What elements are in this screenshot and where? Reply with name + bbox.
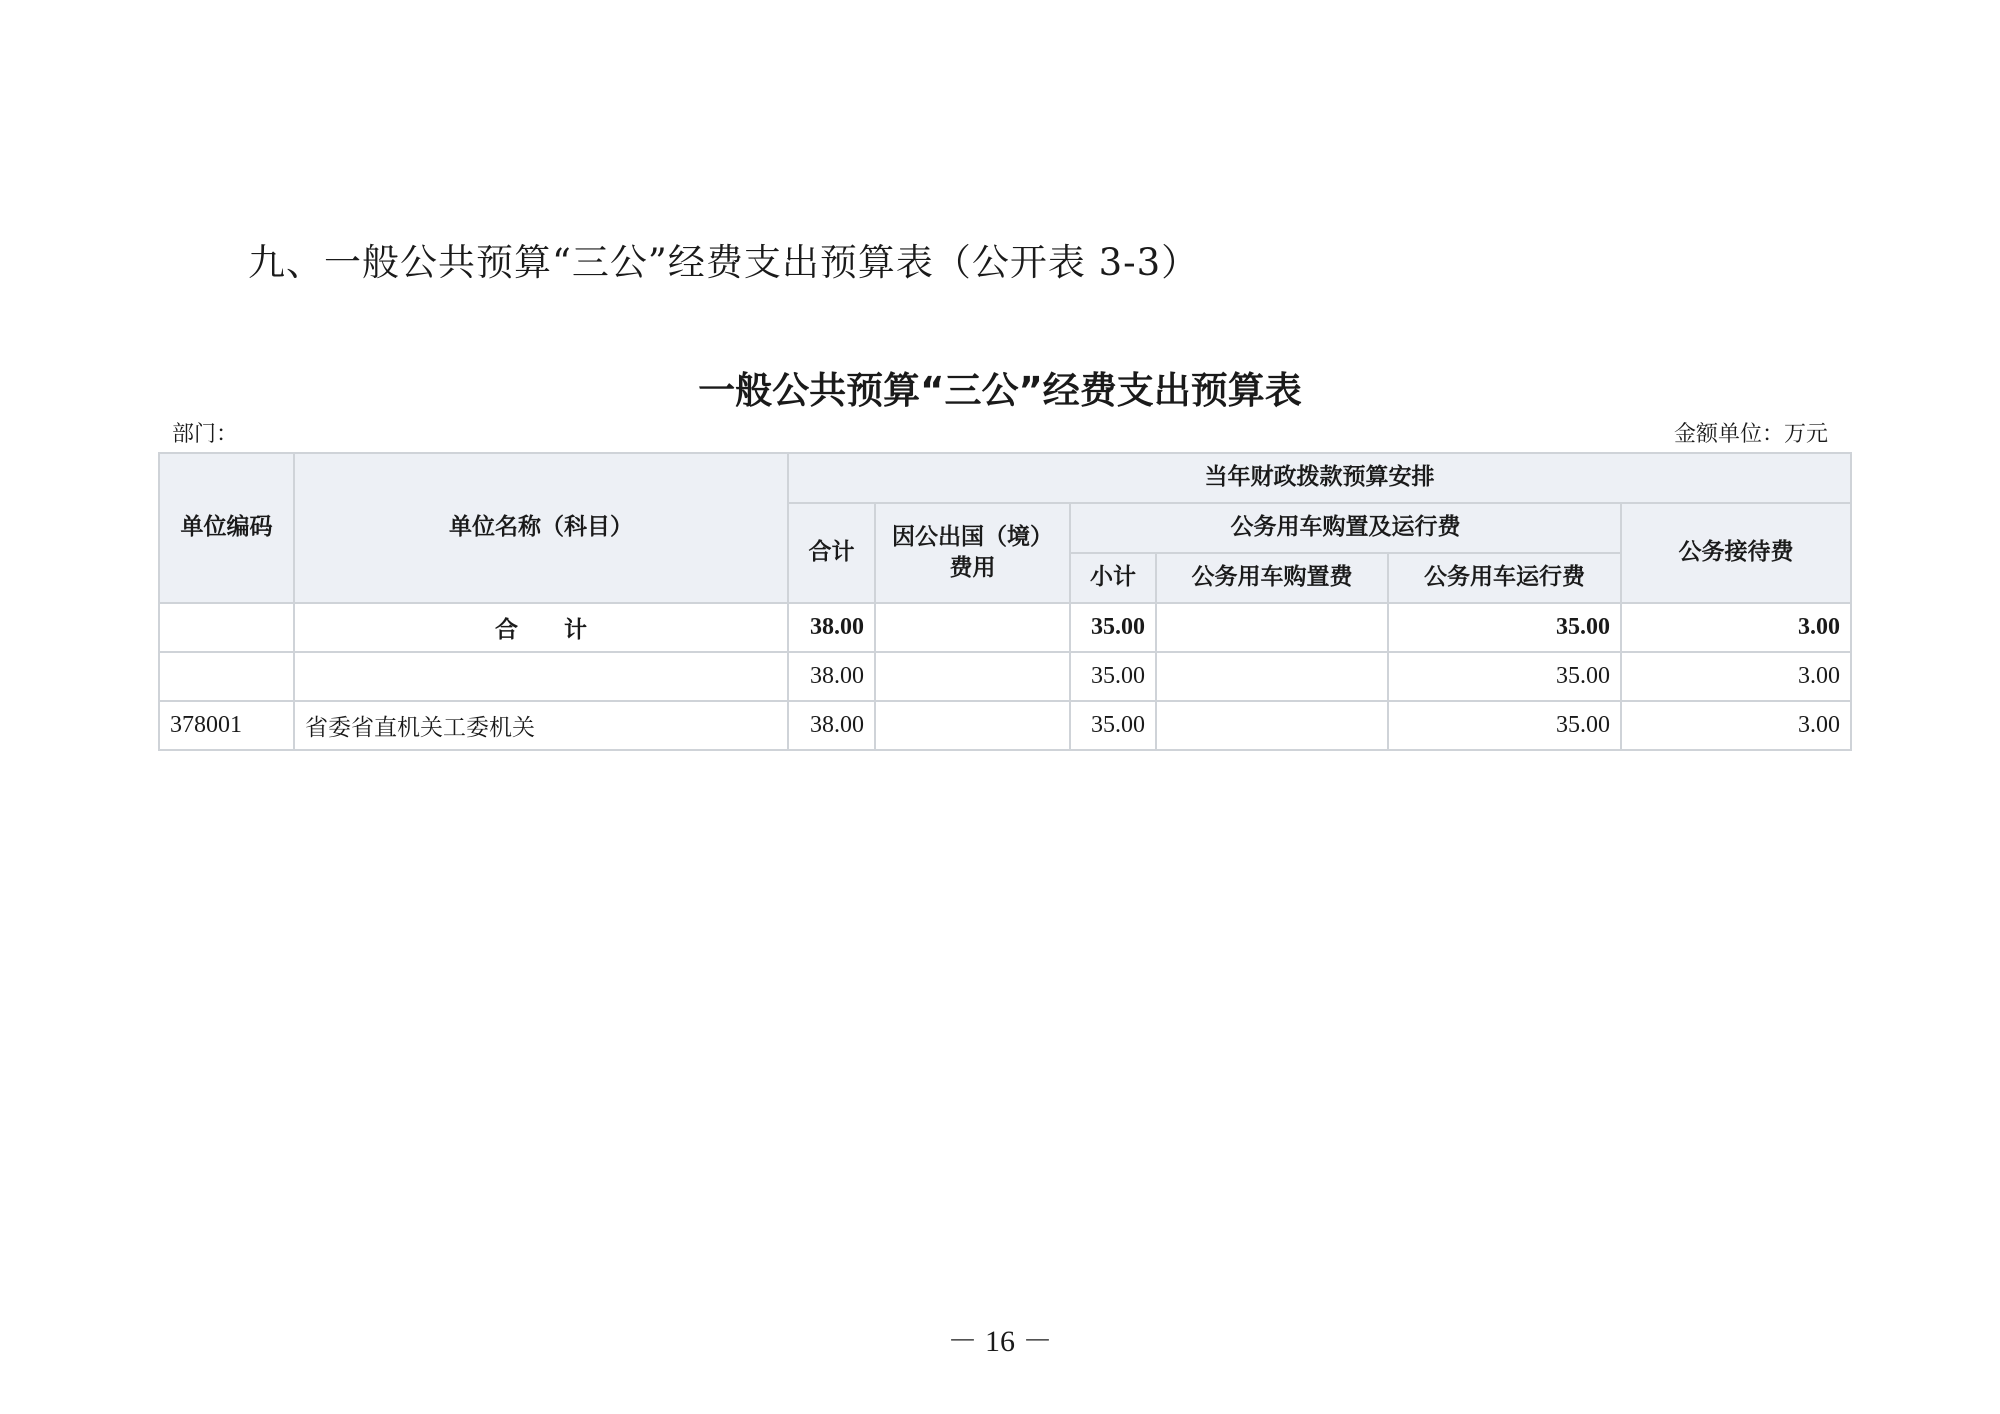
cell-subtotal: 35.00: [1070, 701, 1156, 750]
table-row-total: [159, 603, 1851, 652]
cell-total: 38.00: [788, 701, 875, 750]
three-public-expense-table: [158, 452, 1852, 751]
cell-code: 378001: [159, 701, 294, 750]
cell-operation: 35.00: [1388, 603, 1621, 652]
cell-total: 38.00: [788, 603, 875, 652]
cell-code: [159, 603, 294, 652]
cell-operation: 35.00: [1388, 652, 1621, 701]
cell-reception: 3.00: [1621, 652, 1851, 701]
header-vehicle-operation: 公务用车运行费: [1388, 553, 1621, 603]
cell-total: 38.00: [788, 652, 875, 701]
amount-unit-label: 金额单位：万元: [1673, 422, 1828, 447]
cell-code: [159, 652, 294, 701]
department-label: 部门：: [172, 422, 239, 447]
header-unit-name: 单位名称（科目）: [294, 453, 788, 603]
cell-reception: 3.00: [1621, 701, 1851, 750]
cell-overseas: [875, 701, 1070, 750]
header-vehicle-group: 公务用车购置及运行费: [1070, 503, 1621, 553]
cell-purchase: [1156, 603, 1388, 652]
cell-purchase: [1156, 652, 1388, 701]
cell-name: [294, 652, 788, 701]
header-overseas-travel: 因公出国（境）费用: [875, 503, 1070, 603]
header-total: 合计: [788, 503, 875, 603]
cell-subtotal: 35.00: [1070, 652, 1156, 701]
cell-subtotal: 35.00: [1070, 603, 1156, 652]
cell-overseas: [875, 652, 1070, 701]
cell-overseas: [875, 603, 1070, 652]
section-heading: 九、一般公共预算“三公”经费支出预算表（公开表 3-3）: [248, 241, 1200, 284]
header-subtotal: 小计: [1070, 553, 1156, 603]
cell-name: 合 计: [294, 603, 788, 652]
page-number: － 16 －: [947, 1325, 1053, 1358]
cell-operation: 35.00: [1388, 701, 1621, 750]
table-row: [159, 652, 1851, 701]
cell-reception: 3.00: [1621, 603, 1851, 652]
header-unit-code: 单位编码: [159, 453, 294, 603]
table-title: 一般公共预算“三公”经费支出预算表: [698, 369, 1302, 412]
header-vehicle-purchase: 公务用车购置费: [1156, 553, 1388, 603]
header-current-year-allocation: 当年财政拨款预算安排: [788, 453, 1851, 503]
cell-name: 省委省直机关工委机关: [294, 701, 788, 750]
table-row: [159, 701, 1851, 750]
header-reception: 公务接待费: [1621, 503, 1851, 603]
cell-purchase: [1156, 701, 1388, 750]
